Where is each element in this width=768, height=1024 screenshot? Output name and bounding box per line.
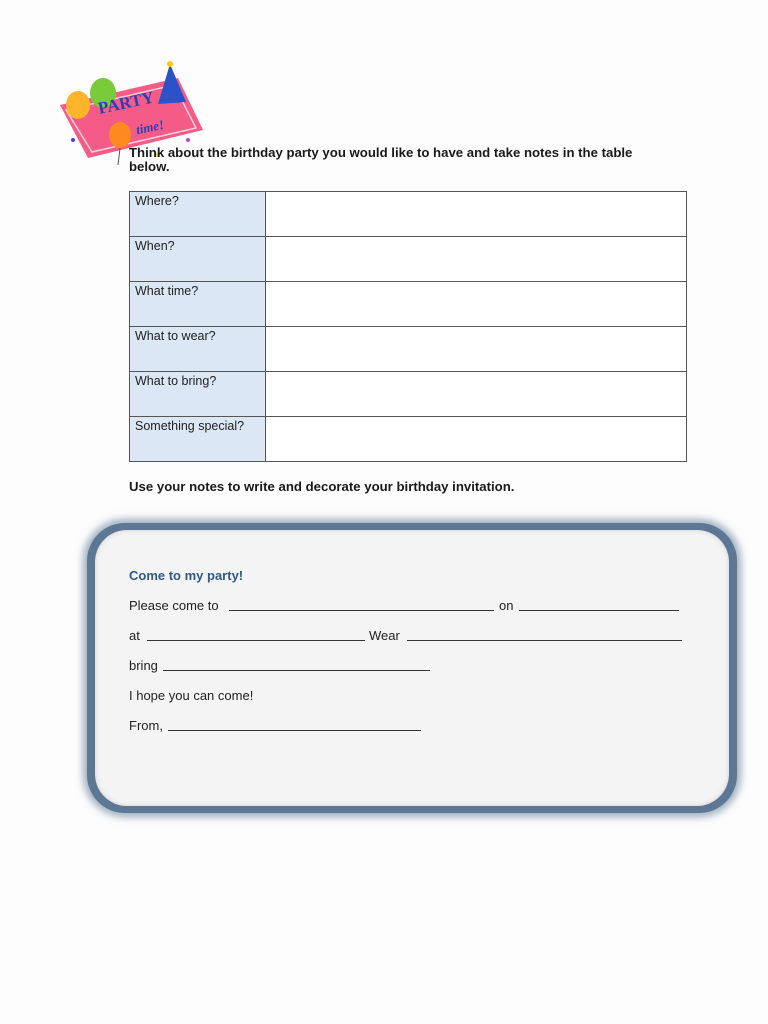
question-cell: What time? [130, 282, 266, 327]
table-row [130, 192, 687, 237]
logo-text-party: PARTY [96, 87, 156, 118]
table-row [130, 237, 687, 282]
place-blank[interactable] [229, 610, 494, 611]
table-row [130, 417, 687, 462]
bring-label: bring [129, 658, 158, 673]
question-cell: What to wear? [130, 327, 266, 372]
question-cell: What to bring? [130, 372, 266, 417]
instructions-text: Think about the birthday party you would like to have and take notes in the table below. [129, 145, 633, 174]
answer-cell[interactable] [266, 417, 687, 462]
question-cell: When? [130, 237, 266, 282]
table-row [130, 282, 687, 327]
logo-text-time: time! [134, 116, 166, 138]
question-cell: Something special? [130, 417, 266, 462]
from-label: From, [129, 718, 163, 733]
table-row [130, 327, 687, 372]
invitation-instructions: Use your notes to write and decorate your birthday invitation. [129, 479, 515, 494]
table-row [130, 372, 687, 417]
wear-blank[interactable] [407, 640, 682, 641]
at-label: at [129, 628, 140, 643]
answer-cell[interactable] [266, 327, 687, 372]
notes-table [129, 191, 687, 462]
answer-cell[interactable] [266, 282, 687, 327]
question-cell: Where? [130, 192, 266, 237]
invitation-title: Come to my party! [129, 568, 244, 583]
answer-cell[interactable] [266, 372, 687, 417]
answer-cell[interactable] [266, 192, 687, 237]
hope-text: I hope you can come! [129, 688, 254, 703]
time-blank[interactable] [147, 640, 365, 641]
answer-cell[interactable] [266, 237, 687, 282]
on-label: on [499, 598, 514, 613]
wear-label: Wear [369, 628, 400, 643]
date-blank[interactable] [519, 610, 679, 611]
please-come-to-label: Please come to [129, 598, 219, 613]
bring-blank[interactable] [163, 670, 430, 671]
from-blank[interactable] [168, 730, 421, 731]
